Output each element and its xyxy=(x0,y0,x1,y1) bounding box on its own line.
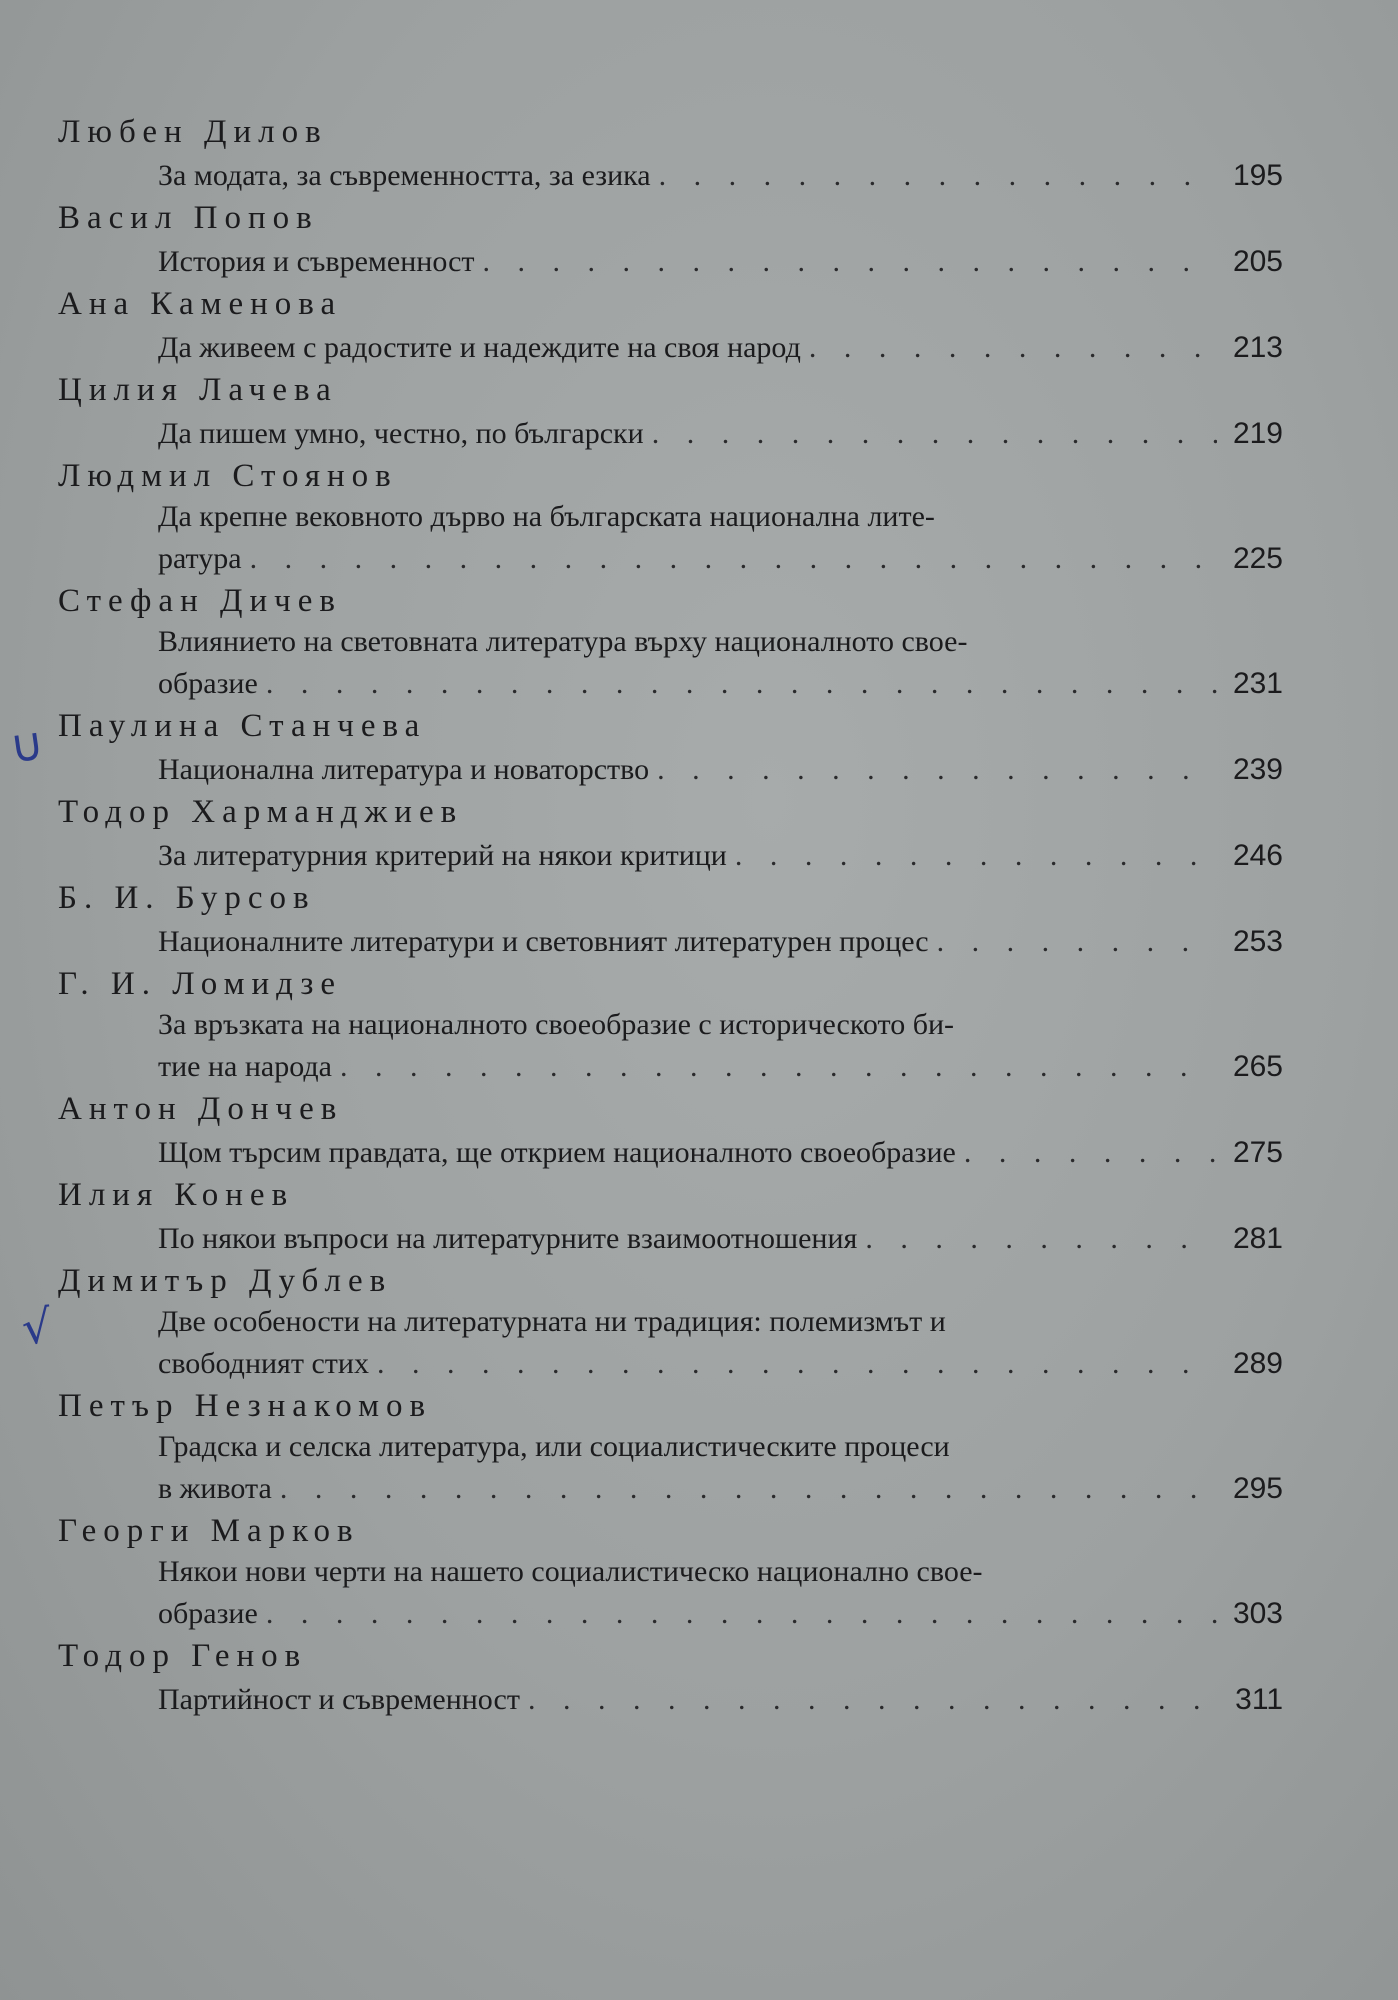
author-name: Илия Конев xyxy=(58,1177,295,1213)
toc-entry xyxy=(58,706,1283,792)
toc-entry xyxy=(58,370,1283,456)
author-name: Георги Марков xyxy=(58,1513,360,1549)
article-title-text: Щом търсим правдата, ще открием националното своеобразие xyxy=(158,1136,956,1169)
article-title xyxy=(58,1302,1283,1386)
article-title-text: ратура xyxy=(158,542,242,575)
page-number: 213 xyxy=(1232,331,1283,364)
toc-entry xyxy=(58,456,1283,581)
article-title xyxy=(58,1130,1283,1175)
author-name: Стефан Дичев xyxy=(58,583,342,619)
author-name: Цилия Лачева xyxy=(58,372,338,408)
author-name: Антон Дончев xyxy=(58,1091,344,1127)
author-name: Паулина Станчева xyxy=(58,708,427,744)
toc-entry xyxy=(58,284,1283,370)
page-number: 303 xyxy=(1232,1597,1283,1630)
article-title-text: По някои въпроси на литературните взаимоотношения xyxy=(158,1222,858,1255)
article-title xyxy=(58,747,1283,792)
article-title xyxy=(58,497,1283,581)
page-number: 253 xyxy=(1232,925,1283,958)
article-title-line: Някои нови черти на нашето социалистическо национално свое- xyxy=(158,1555,983,1588)
article-title-text: За модата, за съвременността, за езика xyxy=(158,159,651,192)
article-title-text: Партийност и съвременност xyxy=(158,1683,520,1716)
article-title-line: Градска и селска литература, или социалистическите процеси xyxy=(158,1430,950,1463)
handwritten-check-mark: √ xyxy=(19,1298,55,1356)
leader-dots xyxy=(659,153,1217,198)
author-name: Любен Дилов xyxy=(58,114,328,150)
article-title-text: За литературния критерий на някои критици xyxy=(158,839,727,872)
article-title-text: Национална литература и новаторство xyxy=(158,753,650,786)
toc-entry xyxy=(58,112,1283,198)
toc-entry xyxy=(58,964,1283,1089)
toc-entry xyxy=(58,1089,1283,1175)
leader-dots xyxy=(280,1466,1217,1511)
article-title-last-line xyxy=(158,919,1283,964)
leader-dots xyxy=(657,747,1217,792)
leader-dots xyxy=(937,919,1217,964)
article-title xyxy=(58,1216,1283,1261)
author-name: Людмил Стоянов xyxy=(58,458,398,494)
page-number: 225 xyxy=(1232,542,1283,575)
article-title-line: Влиянието на световната литература върху националното свое- xyxy=(158,625,968,658)
toc-entry xyxy=(58,1636,1283,1722)
article-title-text: Да пишем умно, честно, по български xyxy=(158,417,644,450)
page-number: 246 xyxy=(1232,839,1283,872)
article-title-text: Да живеем с радостите и надеждите на своя народ xyxy=(158,331,801,364)
article-title-text: свободният стих xyxy=(158,1347,369,1380)
toc-entry xyxy=(58,581,1283,706)
leader-dots xyxy=(340,1044,1217,1089)
leader-dots xyxy=(652,411,1217,456)
author-name: Б. И. Бурсов xyxy=(58,880,316,916)
article-title-last-line xyxy=(158,325,1283,370)
page-number: 289 xyxy=(1232,1347,1283,1380)
table-of-contents xyxy=(58,112,1283,1722)
page-number: 265 xyxy=(1232,1050,1283,1083)
article-title-last-line xyxy=(158,1130,1283,1175)
article-title-last-line xyxy=(158,1677,1283,1722)
toc-entry xyxy=(58,1386,1283,1511)
toc-entry xyxy=(58,1511,1283,1636)
article-title-text: Националните литератури и световният литературен процес xyxy=(158,925,929,958)
leader-dots xyxy=(964,1130,1217,1175)
article-title-last-line xyxy=(158,661,1283,706)
article-title-last-line xyxy=(158,239,1283,284)
toc-entry xyxy=(58,1175,1283,1261)
article-title-last-line xyxy=(158,1341,1283,1386)
article-title-last-line xyxy=(158,536,1283,581)
article-title-last-line xyxy=(158,1466,1283,1511)
author-name: Тодор Харманджиев xyxy=(58,794,464,830)
article-title-last-line xyxy=(158,833,1283,878)
author-name: Петър Незнакомов xyxy=(58,1388,433,1424)
author-name: Димитър Дублев xyxy=(58,1263,393,1299)
page-number: 231 xyxy=(1232,667,1283,700)
article-title-text: образие xyxy=(158,667,258,700)
article-title xyxy=(58,239,1283,284)
article-title-last-line xyxy=(158,153,1283,198)
article-title-last-line xyxy=(158,411,1283,456)
article-title xyxy=(58,153,1283,198)
page-number: 205 xyxy=(1232,245,1283,278)
article-title xyxy=(58,833,1283,878)
article-title-text: История и съвременност xyxy=(158,245,475,278)
article-title xyxy=(58,919,1283,964)
page-number: 295 xyxy=(1232,1472,1283,1505)
toc-entry xyxy=(58,1261,1283,1386)
article-title xyxy=(58,1427,1283,1511)
article-title xyxy=(58,1005,1283,1089)
article-title-line: Да крепне вековното дърво на българската национална лите- xyxy=(158,500,935,533)
page-number: 275 xyxy=(1232,1136,1283,1169)
article-title-last-line xyxy=(158,1216,1283,1261)
author-name: Ана Каменова xyxy=(58,286,343,322)
author-name: Васил Попов xyxy=(58,200,319,236)
page-number: 311 xyxy=(1235,1683,1283,1716)
article-title-text: в живота xyxy=(158,1472,272,1505)
article-title xyxy=(58,622,1283,706)
toc-entry xyxy=(58,878,1283,964)
article-title-last-line xyxy=(158,1044,1283,1089)
article-title-line: Две особености на литературната ни традиция: полемизмът и xyxy=(158,1305,946,1338)
page-number: 239 xyxy=(1232,753,1283,786)
leader-dots xyxy=(528,1677,1217,1722)
leader-dots xyxy=(865,1216,1217,1261)
toc-entry xyxy=(58,198,1283,284)
article-title-last-line xyxy=(158,747,1283,792)
leader-dots xyxy=(735,833,1217,878)
leader-dots xyxy=(377,1341,1217,1386)
article-title xyxy=(58,411,1283,456)
article-title-text: тие на народа xyxy=(158,1050,332,1083)
leader-dots xyxy=(266,661,1217,706)
page-number: 219 xyxy=(1232,417,1283,450)
toc-entry xyxy=(58,792,1283,878)
article-title xyxy=(58,325,1283,370)
leader-dots xyxy=(483,239,1218,284)
article-title xyxy=(58,1677,1283,1722)
handwritten-check-mark: ∪ xyxy=(6,715,48,775)
leader-dots xyxy=(809,325,1217,370)
leader-dots xyxy=(266,1591,1217,1636)
leader-dots xyxy=(250,536,1217,581)
page-number: 281 xyxy=(1232,1222,1283,1255)
article-title-text: образие xyxy=(158,1597,258,1630)
article-title-last-line xyxy=(158,1591,1283,1636)
article-title xyxy=(58,1552,1283,1636)
author-name: Г. И. Ломидзе xyxy=(58,966,343,1002)
article-title-line: За връзката на националното своеобразие с историческото би- xyxy=(158,1008,955,1041)
page-number: 195 xyxy=(1232,159,1283,192)
author-name: Тодор Генов xyxy=(58,1638,308,1674)
